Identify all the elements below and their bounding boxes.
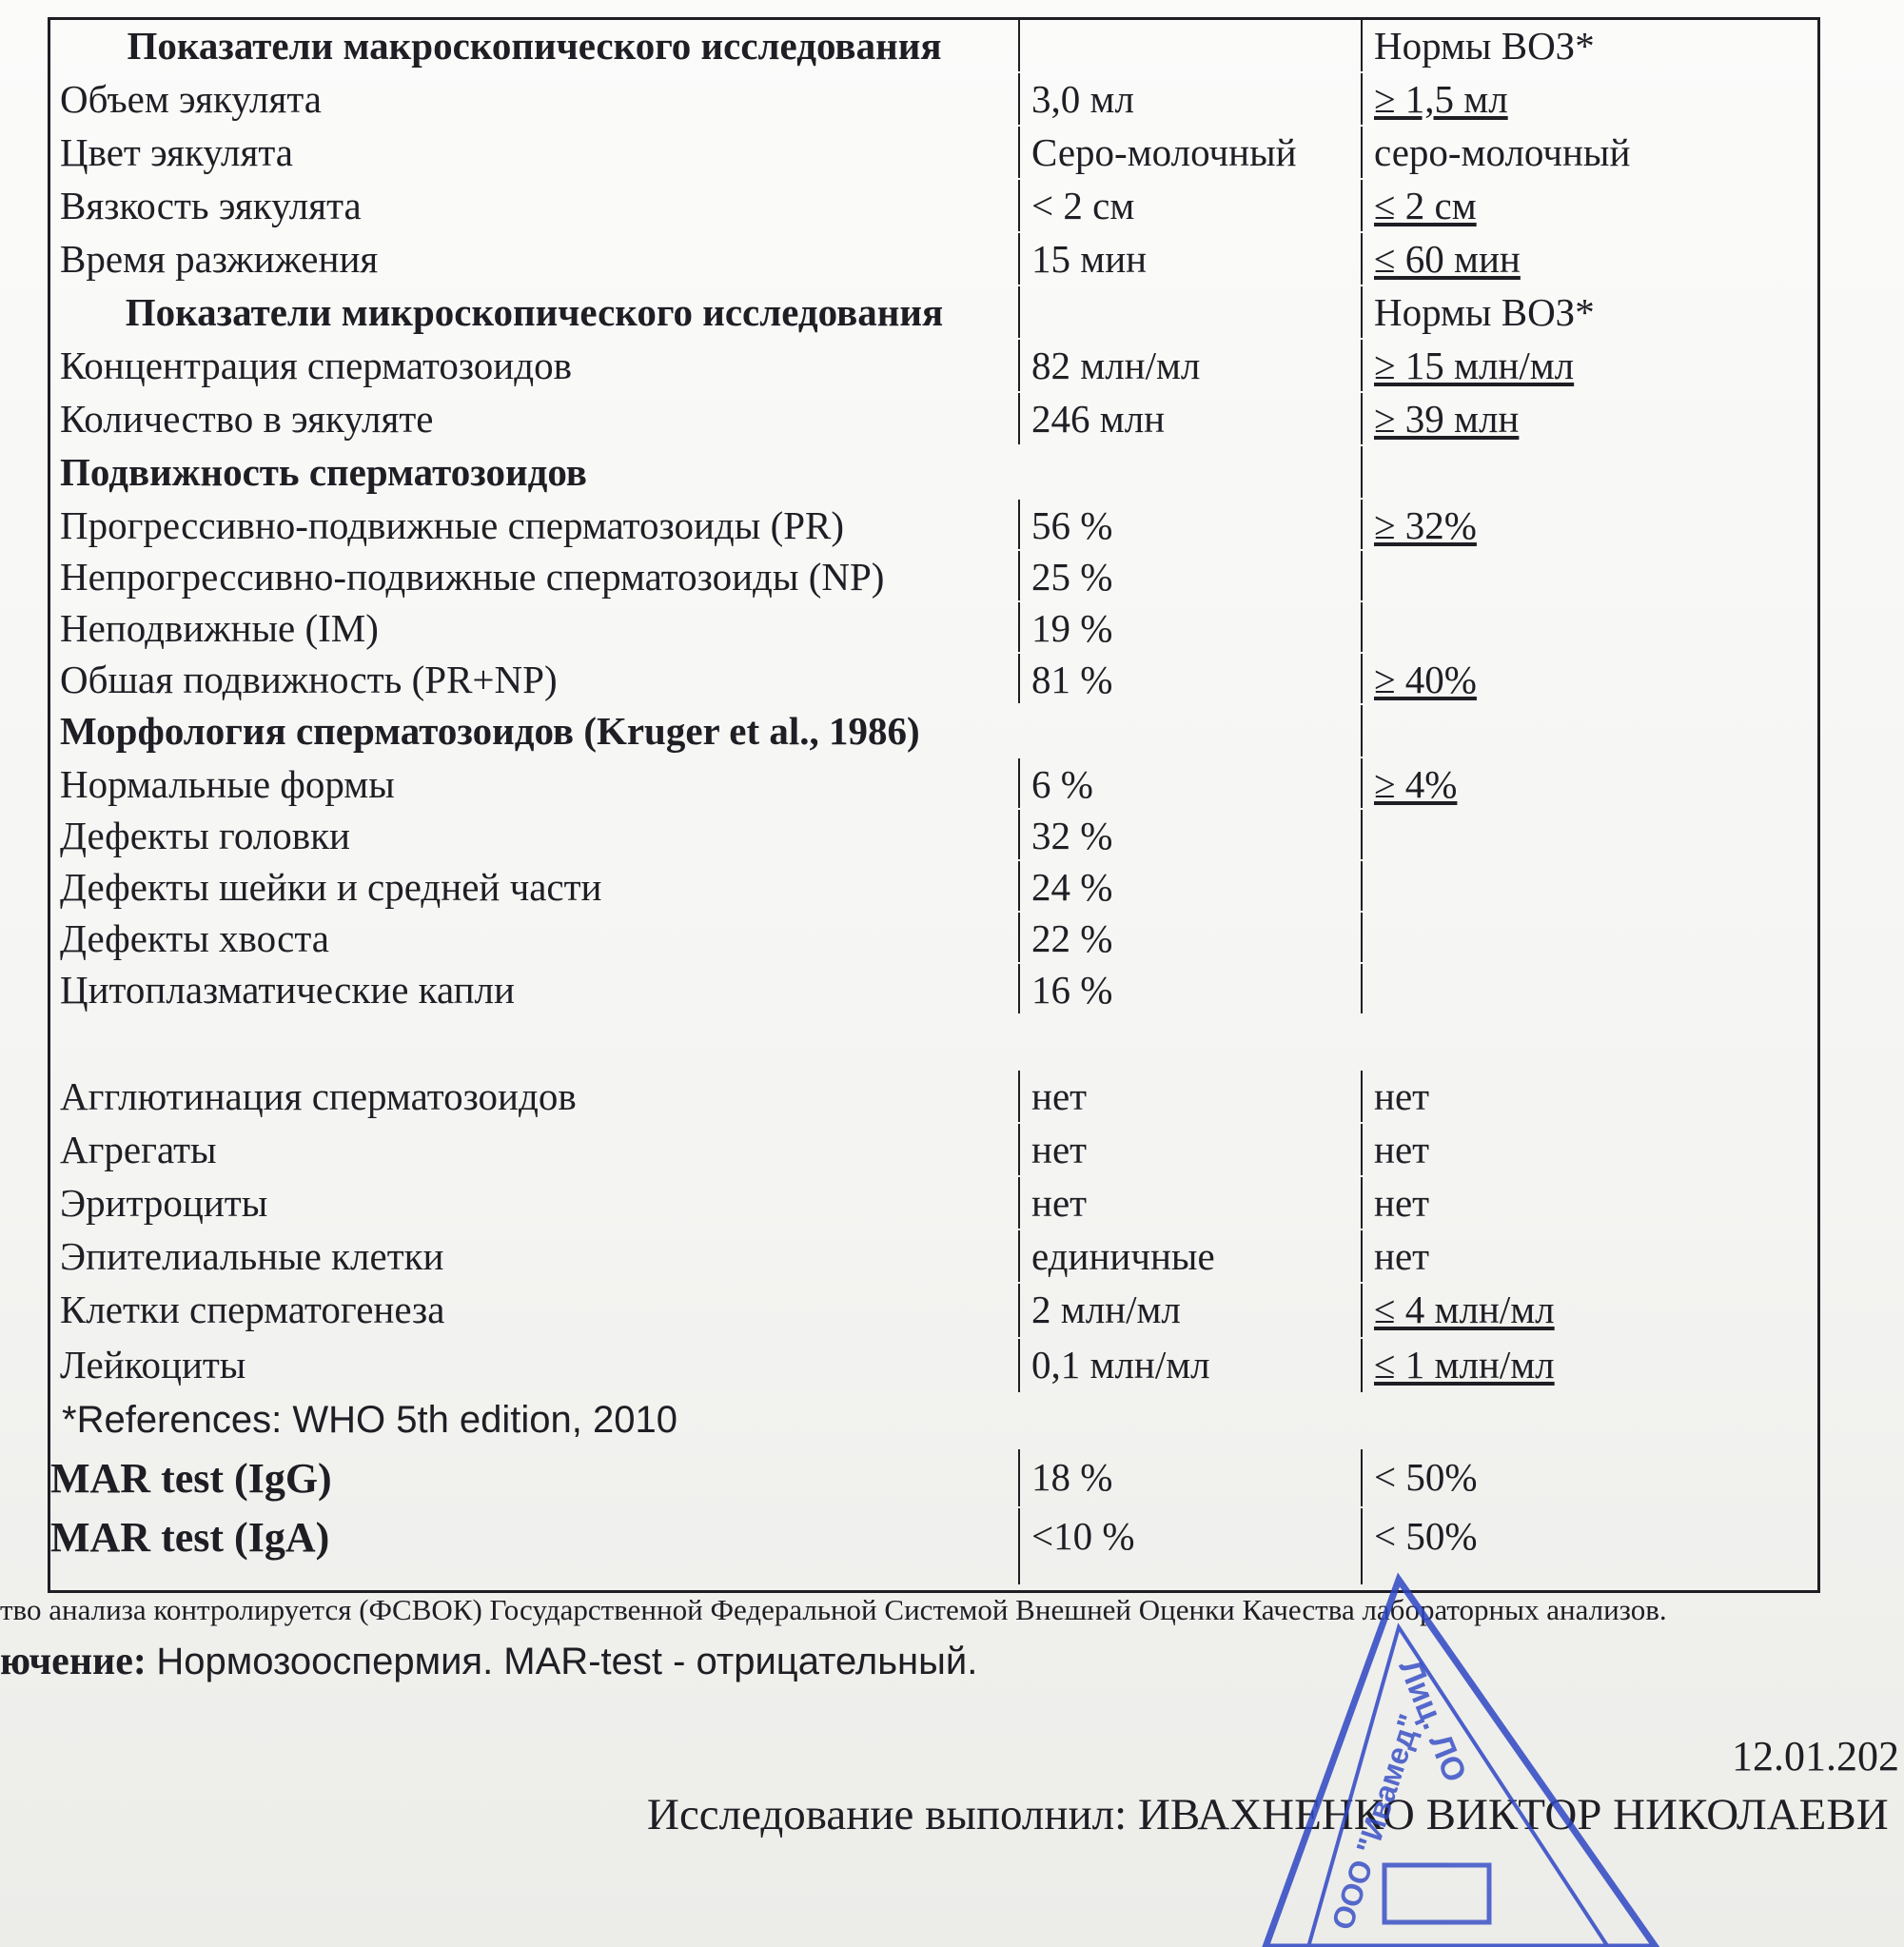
results-table [48, 17, 1820, 1593]
macro-header-empty [1018, 20, 1361, 71]
row-name: Неподвижные (IM) [60, 606, 379, 650]
row-value: 6 % [1018, 758, 1361, 808]
row-value: 19 % [1018, 602, 1361, 652]
stamp-text-left: ООО "Ивамед" [1325, 1709, 1427, 1935]
row-value: 81 % [1018, 654, 1361, 703]
row-norm [1361, 861, 1817, 911]
row-norm: ≥ 40% [1361, 654, 1817, 703]
row-value: 246 млн [1018, 393, 1361, 444]
row-name: Концентрация сперматозоидов [60, 344, 572, 387]
row-norm: нет [1361, 1071, 1817, 1122]
row-name: Дефекты хвоста [60, 916, 329, 960]
morphology-header: Морфология сперматозоидов (Kruger et al., 1986) [60, 709, 920, 753]
motility-header-empty [1361, 446, 1817, 498]
row-norm: ≤ 60 мин [1361, 233, 1817, 285]
row-norm [1361, 602, 1817, 652]
motility-header: Подвижность сперматозоидов [60, 450, 587, 494]
row-norm [1361, 810, 1817, 859]
row-norm: ≤ 4 млн/мл [1361, 1284, 1817, 1337]
stamp-text-right: Лиц. ЛО [1391, 1654, 1474, 1788]
row-value: единичные [1018, 1230, 1361, 1282]
row-name: Непрогрессивно-подвижные сперматозоиды (NP) [60, 555, 885, 599]
row-norm: < 50% [1361, 1508, 1817, 1584]
row-name: Цитоплазматические капли [60, 968, 515, 1012]
row-norm: ≤ 1 млн/мл [1361, 1339, 1817, 1392]
row-name: Дефекты шейки и средней части [60, 865, 602, 909]
row-norm: ≥ 15 млн/мл [1361, 340, 1817, 391]
lab-stamp [1208, 1561, 1703, 1947]
micro-header: Показатели микроскопического исследования [125, 290, 944, 334]
row-value: 15 мин [1018, 233, 1361, 285]
morphology-header-empty [1361, 705, 1817, 757]
row-name: MAR test (IgA) [50, 1514, 330, 1561]
row-value: 56 % [1018, 500, 1361, 549]
row-name: MAR test (IgG) [50, 1455, 332, 1502]
row-value: <10 % [1018, 1508, 1361, 1584]
row-name: Лейкоциты [60, 1343, 246, 1386]
row-name: Вязкость эякулята [60, 184, 362, 227]
row-value: 3,0 мл [1018, 73, 1361, 125]
row-value: 82 млн/мл [1018, 340, 1361, 391]
row-value: 2 млн/мл [1018, 1284, 1361, 1337]
row-value: 24 % [1018, 861, 1361, 911]
row-norm [1361, 551, 1817, 600]
row-value: нет [1018, 1071, 1361, 1122]
row-norm: нет [1361, 1124, 1817, 1175]
micro-header-empty [1018, 286, 1361, 338]
row-value: 16 % [1018, 964, 1361, 1013]
row-value: нет [1018, 1177, 1361, 1229]
row-name: Агглютинация сперматозоидов [60, 1074, 577, 1118]
row-name: Эпителиальные клетки [60, 1234, 444, 1278]
row-value: < 2 см [1018, 180, 1361, 231]
row-name: Дефекты головки [60, 814, 350, 857]
row-norm: серо-молочный [1361, 127, 1817, 178]
row-value: нет [1018, 1124, 1361, 1175]
conclusion [0, 1639, 977, 1684]
stamp-center-mark [1384, 1865, 1489, 1922]
row-name: Количество в эякуляте [60, 397, 434, 441]
conclusion-label: ючение: [0, 1640, 147, 1683]
row-name: Обшая подвижность (PR+NP) [60, 658, 558, 701]
quality-note: тво анализа контролируется (ФСВОК) Государственной Федеральной Системой Внешней Оценки Качества лабораторных анализов. [0, 1593, 1667, 1626]
row-norm: ≤ 2 см [1361, 180, 1817, 231]
row-norm: ≥ 39 млн [1361, 393, 1817, 444]
row-name: Эритроциты [60, 1181, 268, 1225]
row-norm: ≥ 4% [1361, 758, 1817, 808]
performer: Исследование выполнил: ИВАХНЕНКО ВИКТОР НИКОЛАЕВИ [647, 1790, 1889, 1839]
row-norm: ≥ 1,5 мл [1361, 73, 1817, 125]
row-value: 32 % [1018, 810, 1361, 859]
row-value: Серо-молочный [1018, 127, 1361, 178]
row-value: 22 % [1018, 913, 1361, 962]
row-value: 0,1 млн/мл [1018, 1339, 1361, 1392]
report-date: 12.01.202 [1732, 1733, 1899, 1780]
row-norm: < 50% [1361, 1449, 1817, 1506]
row-norm: нет [1361, 1177, 1817, 1229]
macro-header: Показатели макроскопического исследования [127, 24, 942, 68]
row-norm [1361, 913, 1817, 962]
conclusion-text: Нормозооспермия. MAR-test - отрицательный. [156, 1641, 978, 1682]
references-note: *References: WHO 5th edition, 2010 [62, 1399, 678, 1441]
row-name: Время разжижения [60, 237, 379, 281]
row-name: Клетки сперматогенеза [60, 1288, 445, 1331]
row-value: 25 % [1018, 551, 1361, 600]
macro-norm-header: Нормы ВОЗ* [1361, 20, 1817, 71]
row-norm: нет [1361, 1230, 1817, 1282]
row-name: Прогрессивно-подвижные сперматозоиды (PR) [60, 503, 845, 547]
row-name: Объем эякулята [60, 77, 322, 121]
row-name: Агрегаты [60, 1128, 217, 1171]
micro-norm-header: Нормы ВОЗ* [1361, 286, 1817, 338]
row-value: 18 % [1018, 1449, 1361, 1506]
row-name: Нормальные формы [60, 762, 395, 806]
row-norm: ≥ 32% [1361, 500, 1817, 549]
row-name: Цвет эякулята [60, 130, 293, 174]
row-norm [1361, 964, 1817, 1013]
